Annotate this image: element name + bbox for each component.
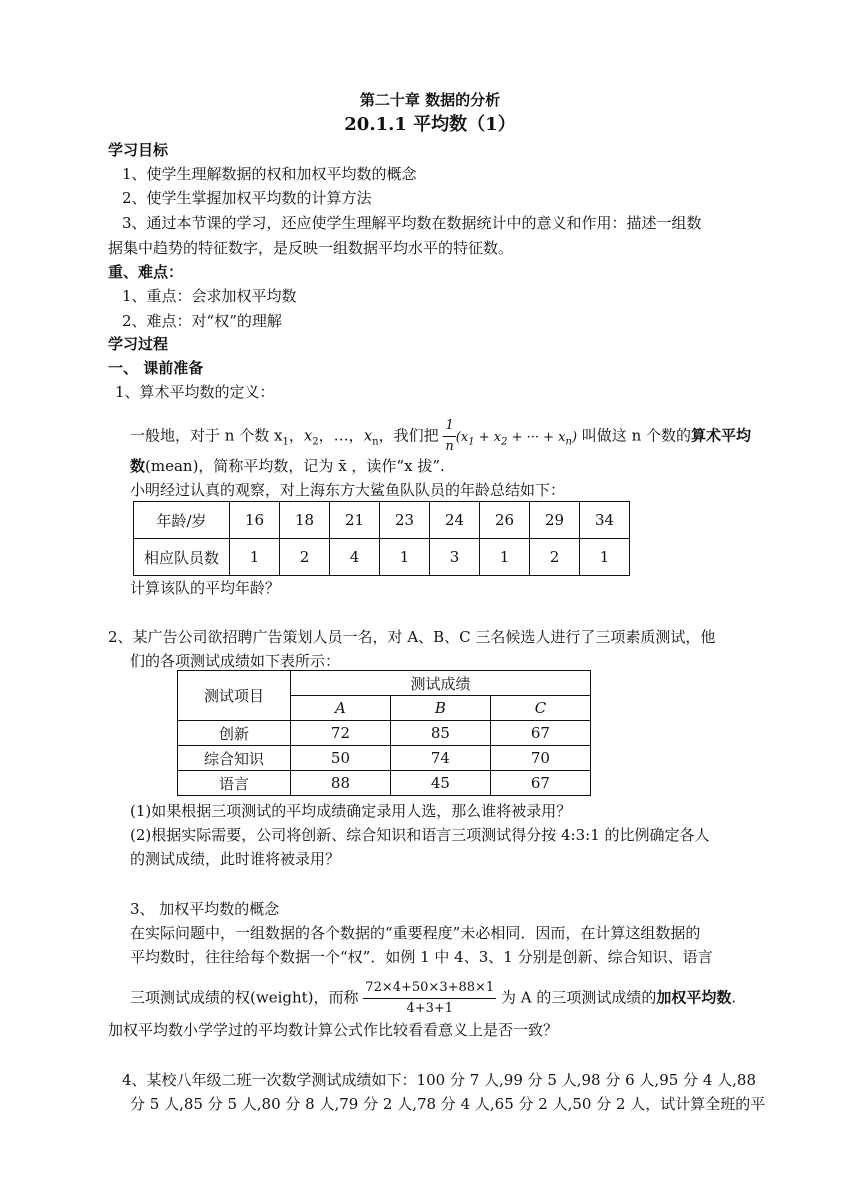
score-cell: 72	[291, 721, 391, 746]
count-cell: 2	[280, 539, 330, 576]
keypoints-heading: 重、难点：	[108, 263, 184, 281]
score-cell: 88	[291, 771, 391, 796]
fraction-numerator: 72×4+50×3+88×1	[363, 978, 496, 999]
q3-line3-prefix: 三项测试成绩的权(weight)，而称	[130, 988, 359, 1007]
q2-sub-question: 的测试成绩，此时谁将被录用？	[130, 850, 341, 868]
q4-line: 分 5 人,85 分 5 人,80 分 8 人,79 分 2 人,78 分 4 人,65 分 2 人,50 分 2 人，试计算全班的平	[130, 1095, 766, 1113]
candidate-header: C	[490, 696, 590, 721]
age-cell: 26	[480, 502, 530, 539]
q4-line: 4、某校八年级二班一次数学测试成绩如下：100 分 7 人,99 分 5 人,98 分 6 人,95 分 4 人,88	[122, 1071, 756, 1089]
fraction-denominator: 4+3+1	[406, 1001, 454, 1016]
score-cell: 67	[490, 771, 590, 796]
count-row-header: 相应队员数	[134, 539, 230, 576]
objective-item: 据集中趋势的特征数字，是反映一组数据平均水平的特征数。	[108, 239, 514, 257]
item-name: 创新	[178, 721, 291, 746]
score-cell: 45	[390, 771, 490, 796]
q1-question: 计算该队的平均年龄？	[130, 579, 281, 597]
age-table	[133, 501, 630, 576]
count-cell: 1	[480, 539, 530, 576]
chapter-title: 第二十章 数据的分析	[359, 91, 501, 109]
weighted-average-term: 加权平均数	[656, 988, 732, 1007]
age-cell: 34	[580, 502, 630, 539]
definition-rest: (mean)，简称平均数，记为 x̄ ，读作“x 拔”.	[145, 457, 445, 475]
section-title: 20.1.1 平均数（1）	[344, 114, 516, 135]
q2-line: 2、某广告公司欲招聘广告策划人员一名，对 A、B、C 三名候选人进行了三项素质测试，他	[108, 628, 716, 646]
observation-text: 小明经过认真的观察，对上海东方大鲨鱼队队员的年龄总结如下：	[130, 481, 566, 499]
count-cell: 3	[430, 539, 480, 576]
candidate-header: A	[291, 696, 391, 721]
age-row-header: 年龄/岁	[134, 502, 230, 539]
age-cell: 21	[330, 502, 380, 539]
score-cell: 74	[390, 746, 490, 771]
count-cell: 2	[530, 539, 580, 576]
count-cell: 4	[330, 539, 380, 576]
count-cell: 1	[380, 539, 430, 576]
weighted-average-fraction	[363, 978, 496, 1019]
item-name: 语言	[178, 771, 291, 796]
count-cell: 1	[230, 539, 280, 576]
age-cell: 23	[380, 502, 430, 539]
age-cell: 24	[430, 502, 480, 539]
q2-line: 们的各项测试成绩如下表所示：	[130, 652, 341, 670]
definition-mid: ，我们把	[378, 426, 439, 445]
q3-formula-line: 三项测试成绩的权(weight)，而称 $\frac{72\times 4+50\times 3+88\times 1}{4+3+1}$ 为 A 的三项测试成绩的加权平均数.	[130, 978, 736, 1019]
definition-post: 叫做这 n 个数的	[581, 426, 691, 445]
q2-sub-question: (2)根据实际需要，公司将创新、综合知识和语言三项测试得分按 4:3:1 的比例确定各人	[130, 826, 710, 844]
score-table	[177, 670, 591, 796]
q3-line: 平均数时，往往给每个数据一个“权”．如例 1 中 4、3、1 分别是创新、综合知识、语言	[130, 948, 713, 966]
item-header: 测试项目	[178, 671, 291, 721]
q3-label: 3、 加权平均数的概念	[130, 900, 280, 918]
age-cell: 16	[230, 502, 280, 539]
count-cell: 1	[580, 539, 630, 576]
score-cell: 85	[390, 721, 490, 746]
one-over-n-fraction: $\frac{1}{n}$	[445, 418, 454, 454]
objective-item: 3、通过本节课的学习，还应使学生理解平均数在数据统计中的意义和作用：描述一组数	[122, 214, 702, 232]
q3-line3-post: 为 A 的三项测试成绩的	[500, 988, 657, 1007]
definition-term-end: 数	[130, 457, 146, 475]
definition-line-2	[130, 456, 445, 476]
keypoint-item: 1、重点：会求加权平均数	[122, 287, 297, 305]
objective-item: 1、使学生理解数据的权和加权平均数的概念	[122, 165, 417, 183]
score-cell: 50	[291, 746, 391, 771]
definition-line: 一般地，对于 n 个数 $x_1$，$x_2$，…，$x_n$，我们把 $\frac{1}{n}$ ($x_1 + x_2$ + ··· + $x_n$) 叫做这 n 个数的算术平均	[130, 416, 751, 457]
objective-item: 2、使学生掌握加权平均数的计算方法	[122, 189, 372, 207]
score-cell: 70	[490, 746, 590, 771]
q1-label: 1、算术平均数的定义：	[115, 383, 275, 401]
age-cell: 18	[280, 502, 330, 539]
prep-heading: 一、 课前准备	[108, 359, 204, 377]
keypoint-item: 2、难点：对“权”的理解	[122, 312, 282, 330]
q2-sub-question: (1)如果根据三项测试的平均成绩确定录用人选，那么谁将被录用？	[130, 802, 572, 820]
definition-prefix: 一般地，对于 n 个数 x	[130, 426, 283, 445]
objectives-heading: 学习目标	[108, 141, 169, 159]
q3-line: 加权平均数小学学过的平均数计算公式作比较看看意义上是否一致？	[108, 1021, 559, 1039]
score-cell: 67	[490, 721, 590, 746]
score-header: 测试成绩	[291, 671, 591, 696]
item-name: 综合知识	[178, 746, 291, 771]
age-cell: 29	[530, 502, 580, 539]
candidate-header: B	[390, 696, 490, 721]
q3-line: 在实际问题中，一组数据的各个数据的“重要程度”未必相同．因而，在计算这组数据的	[130, 924, 701, 942]
process-heading: 学习过程	[108, 335, 169, 353]
definition-term: 算术平均	[691, 426, 752, 445]
